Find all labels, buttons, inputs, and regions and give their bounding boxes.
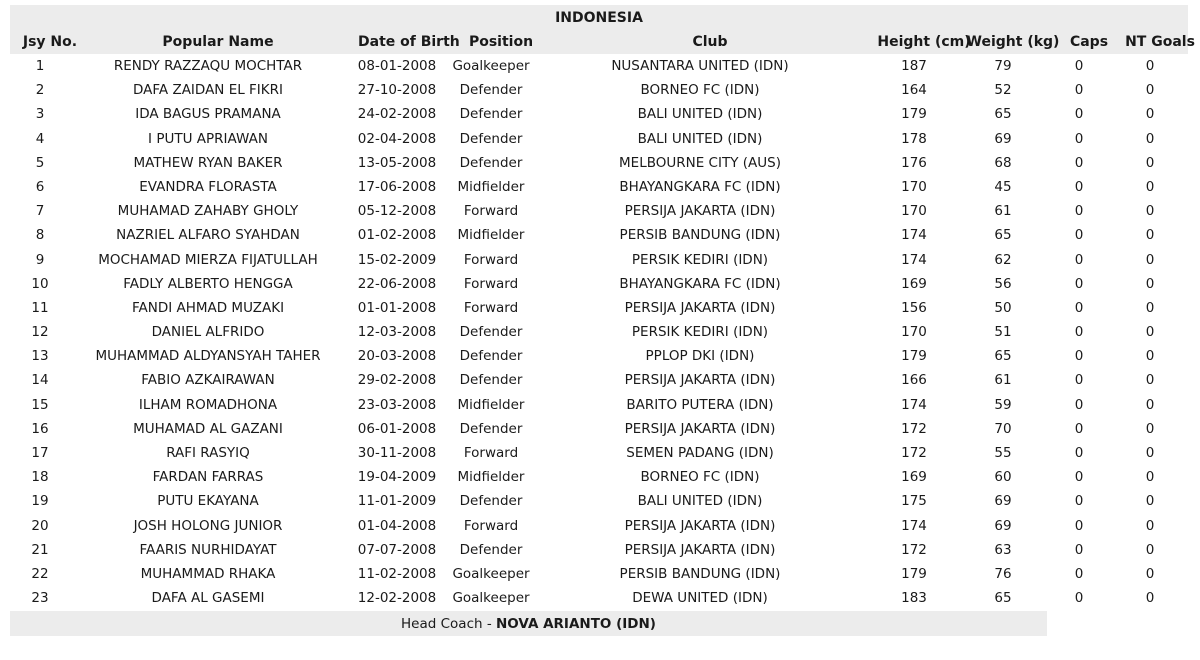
cell-position: Defender [459,130,523,147]
cell-height: 169 [901,275,927,292]
table-row [0,368,1200,392]
cell-weight: 69 [994,493,1012,510]
cell-popular-name: IDA BAGUS PRAMANA [135,106,281,123]
cell-club: PERSIK KEDIRI (IDN) [631,251,769,268]
cell-weight: 70 [994,420,1012,437]
cell-club: PERSIB BANDUNG (IDN) [619,227,781,244]
cell-position: Defender [459,106,523,123]
cell-jsy-no: 17 [31,445,49,461]
cell-date-of-birth: 11-01-2009 [357,493,437,510]
cell-position: Midfielder [457,227,525,244]
cell-club: BHAYANGKARA FC (IDN) [619,275,781,292]
cell-popular-name: MUHAMAD AL GAZANI [133,420,283,437]
cell-position: Defender [459,493,523,510]
cell-date-of-birth: 05-12-2008 [357,203,437,220]
cell-caps: 0 [1074,565,1084,582]
cell-height: 172 [901,541,927,558]
table-row [0,417,1200,441]
cell-date-of-birth: 17-06-2008 [357,178,437,195]
cell-weight: 56 [994,275,1012,292]
cell-nt-goals: 0 [1145,420,1155,437]
head-coach-name: NOVA ARIANTO (IDN) [496,616,656,632]
header-height: Height (cm) [877,34,971,50]
cell-nt-goals: 0 [1145,299,1155,316]
cell-position: Forward [463,275,519,292]
cell-club: PERSIJA JAKARTA (IDN) [624,203,776,220]
header-popular-name: Popular Name [162,34,274,50]
header-date-of-birth: Date of Birth [358,34,460,50]
cell-position: Goalkeeper [452,565,530,582]
table-row [0,441,1200,465]
cell-popular-name: FAARIS NURHIDAYAT [139,541,277,558]
cell-caps: 0 [1074,348,1084,365]
cell-height: 175 [901,493,927,510]
cell-weight: 69 [994,517,1012,534]
cell-date-of-birth: 29-02-2008 [357,372,437,389]
cell-jsy-no: 20 [31,517,49,534]
cell-popular-name: MATHEW RYAN BAKER [133,154,283,171]
cell-nt-goals: 0 [1145,178,1155,195]
cell-height: 176 [901,154,927,171]
cell-weight: 62 [994,251,1012,268]
cell-jsy-no: 6 [35,178,45,195]
header-position: Position [468,34,534,50]
cell-date-of-birth: 15-02-2009 [357,251,437,268]
cell-position: Defender [459,541,523,558]
cell-popular-name: EVANDRA FLORASTA [139,178,277,195]
cell-date-of-birth: 08-01-2008 [357,58,437,74]
cell-date-of-birth: 30-11-2008 [357,445,437,461]
cell-jsy-no: 19 [31,493,49,510]
cell-caps: 0 [1074,58,1084,74]
table-row [0,248,1200,272]
cell-popular-name: FANDI AHMAD MUZAKI [131,299,285,316]
cell-popular-name: DANIEL ALFRIDO [151,324,265,341]
cell-height: 179 [901,565,927,582]
cell-popular-name: I PUTU APRIAWAN [148,130,268,147]
cell-weight: 50 [994,299,1012,316]
cell-date-of-birth: 13-05-2008 [357,154,437,171]
cell-height: 170 [901,324,927,341]
cell-club: BALI UNITED (IDN) [637,493,763,510]
cell-club: BHAYANGKARA FC (IDN) [619,178,781,195]
cell-height: 174 [901,396,927,413]
cell-position: Defender [459,324,523,341]
cell-jsy-no: 12 [31,324,49,341]
cell-club: PERSIJA JAKARTA (IDN) [624,372,776,389]
cell-weight: 61 [994,372,1012,389]
table-row [0,465,1200,489]
cell-date-of-birth: 02-04-2008 [357,130,437,147]
cell-popular-name: FADLY ALBERTO HENGGA [123,275,293,292]
cell-weight: 61 [994,203,1012,220]
cell-position: Defender [459,420,523,437]
cell-position: Forward [463,251,519,268]
cell-caps: 0 [1074,324,1084,341]
cell-popular-name: MOCHAMAD MIERZA FIJATULLAH [98,251,318,268]
cell-jsy-no: 2 [35,82,45,99]
cell-weight: 65 [994,348,1012,365]
cell-caps: 0 [1074,493,1084,510]
table-row [0,102,1200,126]
player-rows [0,54,1200,610]
cell-caps: 0 [1074,154,1084,171]
header-jsy-no: Jsy No. [22,34,78,50]
cell-popular-name: MUHAMMAD ALDYANSYAH TAHER [95,348,321,365]
header-caps: Caps [1069,34,1109,50]
cell-position: Forward [463,517,519,534]
cell-nt-goals: 0 [1145,203,1155,220]
cell-position: Defender [459,82,523,99]
cell-weight: 59 [994,396,1012,413]
cell-popular-name: ILHAM ROMADHONA [138,396,278,413]
cell-nt-goals: 0 [1145,493,1155,510]
cell-weight: 65 [994,590,1012,607]
table-row [0,562,1200,586]
cell-club: DEWA UNITED (IDN) [632,590,768,607]
cell-nt-goals: 0 [1145,324,1155,341]
cell-nt-goals: 0 [1145,251,1155,268]
cell-caps: 0 [1074,517,1084,534]
cell-nt-goals: 0 [1145,565,1155,582]
cell-nt-goals: 0 [1145,275,1155,292]
cell-nt-goals: 0 [1145,396,1155,413]
cell-caps: 0 [1074,541,1084,558]
cell-jsy-no: 1 [35,58,45,74]
cell-height: 179 [901,106,927,123]
cell-height: 166 [901,372,927,389]
cell-club: PERSIJA JAKARTA (IDN) [624,420,776,437]
table-row [0,272,1200,296]
cell-caps: 0 [1074,469,1084,486]
cell-date-of-birth: 11-02-2008 [357,565,437,582]
cell-caps: 0 [1074,420,1084,437]
head-coach-bar [10,611,1047,636]
table-row [0,199,1200,223]
cell-popular-name: RAFI RASYIQ [166,445,250,461]
cell-popular-name: RENDY RAZZAQU MOCHTAR [113,58,303,74]
table-header [10,29,1195,54]
cell-height: 179 [901,348,927,365]
table-row [0,320,1200,344]
cell-date-of-birth: 23-03-2008 [357,396,437,413]
cell-club: BALI UNITED (IDN) [637,106,763,123]
cell-height: 156 [901,299,927,316]
table-title: INDONESIA [10,5,1188,29]
cell-nt-goals: 0 [1145,227,1155,244]
cell-weight: 69 [994,130,1012,147]
cell-date-of-birth: 19-04-2009 [357,469,437,486]
table-row [0,127,1200,151]
cell-jsy-no: 22 [31,565,49,582]
cell-popular-name: FARDAN FARRAS [152,469,264,486]
cell-date-of-birth: 07-07-2008 [357,541,437,558]
table-row [0,151,1200,175]
cell-jsy-no: 23 [31,590,49,607]
cell-nt-goals: 0 [1145,58,1155,74]
cell-club: PERSIK KEDIRI (IDN) [631,324,769,341]
table-row [0,175,1200,199]
cell-nt-goals: 0 [1145,372,1155,389]
cell-caps: 0 [1074,445,1084,461]
cell-nt-goals: 0 [1145,445,1155,461]
cell-weight: 45 [994,178,1012,195]
cell-popular-name: DAFA AL GASEMI [151,590,265,607]
cell-date-of-birth: 06-01-2008 [357,420,437,437]
cell-jsy-no: 11 [31,299,49,316]
cell-height: 172 [901,445,927,461]
table-row [0,296,1200,320]
cell-position: Goalkeeper [452,58,530,74]
cell-date-of-birth: 01-02-2008 [357,227,437,244]
cell-club: BARITO PUTERA (IDN) [626,396,774,413]
table-row [0,78,1200,102]
cell-jsy-no: 21 [31,541,49,558]
cell-club: BALI UNITED (IDN) [637,130,763,147]
cell-popular-name: FABIO AZKAIRAWAN [141,372,275,389]
cell-height: 170 [901,178,927,195]
cell-position: Forward [463,445,519,461]
cell-jsy-no: 14 [31,372,49,389]
cell-position: Goalkeeper [452,590,530,607]
cell-jsy-no: 5 [35,154,45,171]
table-row [0,489,1200,513]
cell-position: Midfielder [457,178,525,195]
cell-weight: 63 [994,541,1012,558]
cell-weight: 76 [994,565,1012,582]
cell-caps: 0 [1074,82,1084,99]
cell-height: 174 [901,517,927,534]
cell-club: MELBOURNE CITY (AUS) [619,154,781,171]
table-row [0,393,1200,417]
table-row [0,344,1200,368]
header-club: Club [692,34,728,50]
cell-caps: 0 [1074,590,1084,607]
cell-jsy-no: 15 [31,396,49,413]
cell-popular-name: MUHAMMAD RHAKA [140,565,276,582]
table-row [0,54,1200,78]
cell-weight: 65 [994,106,1012,123]
cell-nt-goals: 0 [1145,469,1155,486]
cell-nt-goals: 0 [1145,154,1155,171]
cell-caps: 0 [1074,299,1084,316]
cell-position: Midfielder [457,396,525,413]
cell-nt-goals: 0 [1145,348,1155,365]
cell-club: SEMEN PADANG (IDN) [626,445,774,461]
cell-jsy-no: 8 [35,227,45,244]
head-coach-label: Head Coach - [401,616,496,632]
cell-club: PERSIJA JAKARTA (IDN) [624,299,776,316]
cell-popular-name: MUHAMAD ZAHABY GHOLY [117,203,299,220]
table-row [0,586,1200,610]
cell-weight: 55 [994,445,1012,461]
cell-height: 183 [901,590,927,607]
cell-caps: 0 [1074,396,1084,413]
cell-caps: 0 [1074,178,1084,195]
header-nt-goals: NT Goals [1125,34,1195,50]
cell-jsy-no: 7 [35,203,45,220]
cell-club: PERSIJA JAKARTA (IDN) [624,541,776,558]
cell-nt-goals: 0 [1145,517,1155,534]
cell-jsy-no: 18 [31,469,49,486]
cell-date-of-birth: 24-02-2008 [357,106,437,123]
cell-weight: 60 [994,469,1012,486]
cell-jsy-no: 10 [31,275,49,292]
cell-position: Midfielder [457,469,525,486]
cell-date-of-birth: 01-01-2008 [357,299,437,316]
cell-caps: 0 [1074,251,1084,268]
cell-weight: 65 [994,227,1012,244]
cell-popular-name: JOSH HOLONG JUNIOR [133,517,283,534]
cell-height: 164 [901,82,927,99]
cell-club: NUSANTARA UNITED (IDN) [611,58,789,74]
cell-club: BORNEO FC (IDN) [640,469,760,486]
cell-caps: 0 [1074,130,1084,147]
cell-nt-goals: 0 [1145,541,1155,558]
cell-caps: 0 [1074,275,1084,292]
cell-height: 174 [901,251,927,268]
table-row [0,223,1200,247]
cell-popular-name: PUTU EKAYANA [157,493,259,510]
cell-caps: 0 [1074,227,1084,244]
cell-jsy-no: 4 [35,130,45,147]
cell-position: Defender [459,372,523,389]
cell-date-of-birth: 01-04-2008 [357,517,437,534]
table-row [0,538,1200,562]
cell-nt-goals: 0 [1145,130,1155,147]
cell-date-of-birth: 22-06-2008 [357,275,437,292]
cell-weight: 51 [994,324,1012,341]
cell-jsy-no: 13 [31,348,49,365]
cell-nt-goals: 0 [1145,106,1155,123]
cell-nt-goals: 0 [1145,590,1155,607]
cell-weight: 52 [994,82,1012,99]
cell-height: 170 [901,203,927,220]
cell-height: 178 [901,130,927,147]
cell-caps: 0 [1074,106,1084,123]
cell-date-of-birth: 20-03-2008 [357,348,437,365]
cell-position: Defender [459,348,523,365]
cell-height: 174 [901,227,927,244]
cell-date-of-birth: 27-10-2008 [357,82,437,99]
header-weight: Weight (kg) [966,34,1060,50]
cell-weight: 68 [994,154,1012,171]
cell-club: PPLOP DKI (IDN) [645,348,755,365]
cell-club: PERSIJA JAKARTA (IDN) [624,517,776,534]
cell-caps: 0 [1074,372,1084,389]
cell-caps: 0 [1074,203,1084,220]
cell-date-of-birth: 12-02-2008 [357,590,437,607]
cell-weight: 79 [994,58,1012,74]
cell-date-of-birth: 12-03-2008 [357,324,437,341]
cell-height: 169 [901,469,927,486]
cell-popular-name: DAFA ZAIDAN EL FIKRI [133,82,283,99]
cell-height: 172 [901,420,927,437]
cell-jsy-no: 16 [31,420,49,437]
cell-height: 187 [901,58,927,74]
cell-position: Forward [463,299,519,316]
cell-jsy-no: 3 [35,106,45,123]
cell-club: PERSIB BANDUNG (IDN) [619,565,781,582]
cell-nt-goals: 0 [1145,82,1155,99]
cell-club: BORNEO FC (IDN) [640,82,760,99]
cell-position: Forward [463,203,519,220]
cell-jsy-no: 9 [35,251,45,268]
table-row [0,514,1200,538]
cell-position: Defender [459,154,523,171]
cell-popular-name: NAZRIEL ALFARO SYAHDAN [116,227,300,244]
